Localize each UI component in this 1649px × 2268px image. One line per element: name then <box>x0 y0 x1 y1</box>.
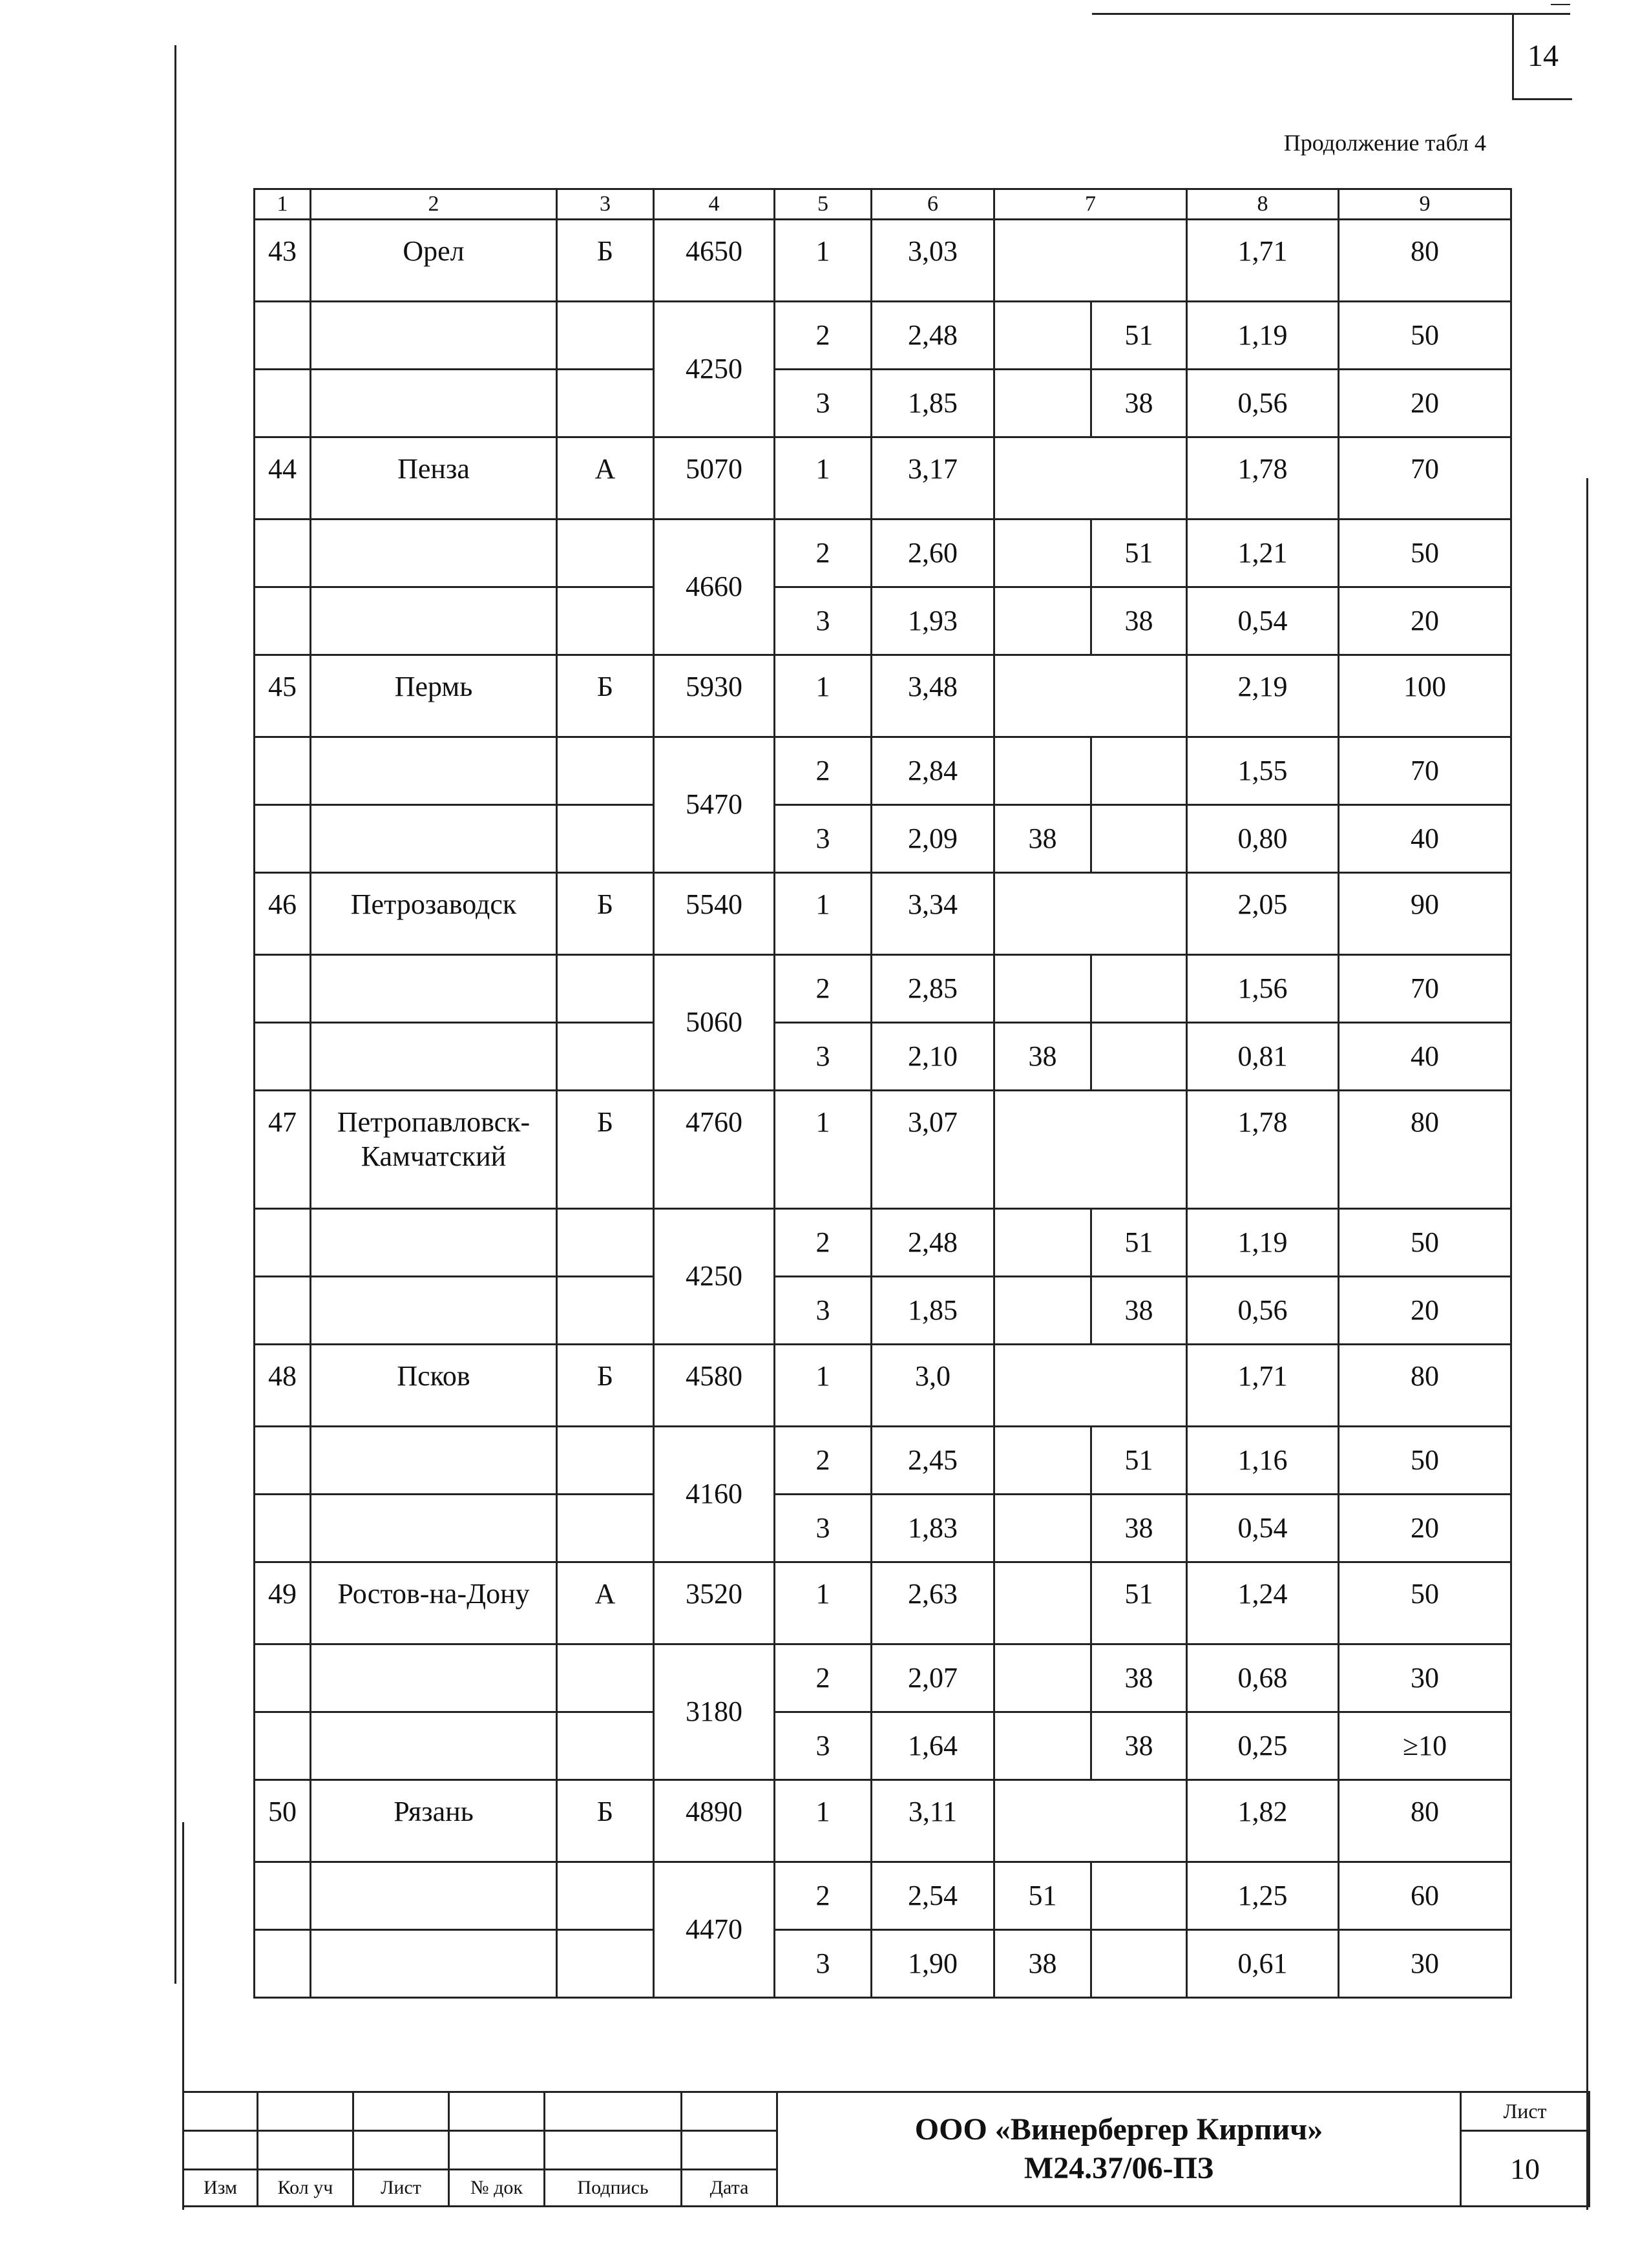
col7b-cell: 38 <box>1091 1495 1187 1562</box>
zone-cell <box>557 1427 654 1495</box>
zone-cell <box>557 520 654 587</box>
header-cell: 1 <box>255 189 311 220</box>
page-number <box>1512 13 1572 100</box>
table-row <box>255 805 1511 873</box>
zone-cell <box>557 955 654 1023</box>
row-number-cell <box>255 1712 311 1780</box>
label-date: Дата <box>682 2170 777 2207</box>
continuation-label: Продолжение табл 4 <box>1283 130 1486 156</box>
row-number-cell: 48 <box>255 1345 311 1427</box>
thickness-cell: 20 <box>1339 370 1511 437</box>
zone-cell <box>557 1930 654 1998</box>
city-cell: Рязань <box>311 1780 557 1862</box>
variant-cell: 2 <box>775 955 872 1023</box>
col7b-cell: 38 <box>1091 1712 1187 1780</box>
thickness-cell: 100 <box>1339 655 1511 737</box>
thickness-cell: ≥10 <box>1339 1712 1511 1780</box>
resistance-cell: 0,56 <box>1187 1277 1339 1345</box>
zone-cell <box>557 1277 654 1345</box>
frame-top-line <box>1092 13 1570 15</box>
col7a-cell <box>994 1562 1091 1644</box>
thickness-cell: 50 <box>1339 520 1511 587</box>
coefficient-cell: 3,34 <box>872 873 994 955</box>
city-cell <box>311 1427 557 1495</box>
city-cell <box>311 370 557 437</box>
thickness-cell: 90 <box>1339 873 1511 955</box>
value-4-cell: 4890 <box>654 1780 775 1862</box>
city-cell <box>311 587 557 655</box>
resistance-cell: 1,56 <box>1187 955 1339 1023</box>
col7b-cell: 51 <box>1091 302 1187 370</box>
frame-right-line <box>1586 478 1588 2210</box>
city-cell <box>311 1023 557 1091</box>
city-cell: Пенза <box>311 437 557 520</box>
col7b-cell: 38 <box>1091 1277 1187 1345</box>
col7a-cell <box>994 1495 1091 1562</box>
zone-cell <box>557 370 654 437</box>
title-block <box>182 2091 1590 2207</box>
coefficient-cell: 2,48 <box>872 1209 994 1277</box>
col7b-cell <box>1091 1862 1187 1930</box>
thickness-cell: 20 <box>1339 1277 1511 1345</box>
table-row <box>255 1644 1511 1712</box>
row-number-cell: 50 <box>255 1780 311 1862</box>
row-number-cell <box>255 1862 311 1930</box>
coefficient-cell: 2,54 <box>872 1862 994 1930</box>
thickness-cell: 50 <box>1339 1427 1511 1495</box>
variant-cell: 1 <box>775 220 872 302</box>
sheet-number: 10 <box>1461 2131 1590 2207</box>
city-cell <box>311 1644 557 1712</box>
label-kol-uch: Кол уч <box>258 2170 353 2207</box>
col7a-cell <box>994 587 1091 655</box>
table-row <box>255 1427 1511 1495</box>
table-row <box>255 370 1511 437</box>
value-4-cell: 5070 <box>654 437 775 520</box>
table-row <box>255 737 1511 805</box>
col7a-cell: 38 <box>994 1930 1091 1998</box>
table-row <box>255 1209 1511 1277</box>
table-row <box>255 1930 1511 1998</box>
zone-cell <box>557 302 654 370</box>
resistance-cell: 0,56 <box>1187 370 1339 437</box>
row-number-cell <box>255 1930 311 1998</box>
row-number-cell: 45 <box>255 655 311 737</box>
row-number-cell <box>255 955 311 1023</box>
resistance-cell: 0,25 <box>1187 1712 1339 1780</box>
resistance-cell: 1,71 <box>1187 1345 1339 1427</box>
city-cell <box>311 302 557 370</box>
col7a-cell <box>994 1644 1091 1712</box>
variant-cell: 3 <box>775 587 872 655</box>
col7a-cell <box>994 370 1091 437</box>
resistance-cell: 1,16 <box>1187 1427 1339 1495</box>
row-number-cell <box>255 805 311 873</box>
variant-cell: 3 <box>775 1930 872 1998</box>
value-4-cell: 4660 <box>654 520 775 655</box>
variant-cell: 2 <box>775 1862 872 1930</box>
variant-cell: 3 <box>775 1712 872 1780</box>
thickness-cell: 50 <box>1339 1209 1511 1277</box>
resistance-cell: 0,61 <box>1187 1930 1339 1998</box>
thickness-cell: 40 <box>1339 805 1511 873</box>
value-4-cell: 5930 <box>654 655 775 737</box>
zone-cell: Б <box>557 1345 654 1427</box>
zone-cell: Б <box>557 873 654 955</box>
value-4-cell: 5470 <box>654 737 775 873</box>
city-cell: Петрозаводск <box>311 873 557 955</box>
resistance-cell: 1,24 <box>1187 1562 1339 1644</box>
table-row <box>255 587 1511 655</box>
thickness-cell: 20 <box>1339 587 1511 655</box>
resistance-cell: 0,80 <box>1187 805 1339 873</box>
value-4-cell: 4250 <box>654 1209 775 1345</box>
label-doc-number: № док <box>449 2170 545 2207</box>
row-number-cell <box>255 1495 311 1562</box>
table-row <box>255 1023 1511 1091</box>
variant-cell: 3 <box>775 1495 872 1562</box>
thickness-cell: 70 <box>1339 437 1511 520</box>
data-table <box>253 188 1512 1999</box>
resistance-cell: 1,25 <box>1187 1862 1339 1930</box>
resistance-cell: 1,82 <box>1187 1780 1339 1862</box>
city-cell: Псков <box>311 1345 557 1427</box>
thickness-cell: 40 <box>1339 1023 1511 1091</box>
col7a-cell <box>994 737 1091 805</box>
col7a-cell <box>994 1712 1091 1780</box>
variant-cell: 3 <box>775 805 872 873</box>
variant-cell: 3 <box>775 1277 872 1345</box>
table-row <box>255 955 1511 1023</box>
zone-cell <box>557 737 654 805</box>
resistance-cell: 2,19 <box>1187 655 1339 737</box>
organization-cell <box>777 2092 1461 2207</box>
table-row <box>255 1091 1511 1209</box>
zone-cell <box>557 1712 654 1780</box>
value-4-cell: 4250 <box>654 302 775 437</box>
coefficient-cell: 3,48 <box>872 655 994 737</box>
zone-cell <box>557 1495 654 1562</box>
resistance-cell: 0,68 <box>1187 1644 1339 1712</box>
variant-cell: 1 <box>775 873 872 955</box>
row-number-cell <box>255 737 311 805</box>
table-row <box>255 1712 1511 1780</box>
table-row <box>255 1562 1511 1644</box>
city-cell <box>311 805 557 873</box>
variant-cell: 1 <box>775 1345 872 1427</box>
zone-cell: Б <box>557 220 654 302</box>
coefficient-cell: 2,84 <box>872 737 994 805</box>
thickness-cell: 80 <box>1339 220 1511 302</box>
col7-cell <box>994 1091 1187 1209</box>
value-4-cell: 4650 <box>654 220 775 302</box>
col7b-cell <box>1091 737 1187 805</box>
resistance-cell: 1,71 <box>1187 220 1339 302</box>
col7a-cell: 51 <box>994 1862 1091 1930</box>
city-cell <box>311 1209 557 1277</box>
header-cell: 5 <box>775 189 872 220</box>
col7-cell <box>994 1345 1187 1427</box>
col7b-cell: 51 <box>1091 520 1187 587</box>
col7-cell <box>994 1780 1187 1862</box>
coefficient-cell: 2,60 <box>872 520 994 587</box>
zone-cell: А <box>557 1562 654 1644</box>
sheet-label: Лист <box>1461 2092 1590 2131</box>
row-number-cell <box>255 302 311 370</box>
col7b-cell: 38 <box>1091 370 1187 437</box>
header-cell: 9 <box>1339 189 1511 220</box>
table-row <box>255 1862 1511 1930</box>
label-list: Лист <box>353 2170 449 2207</box>
table-row <box>255 1277 1511 1345</box>
col7b-cell: 51 <box>1091 1209 1187 1277</box>
city-cell <box>311 1712 557 1780</box>
city-cell <box>311 520 557 587</box>
thickness-cell: 70 <box>1339 737 1511 805</box>
col7b-cell <box>1091 955 1187 1023</box>
header-cell: 3 <box>557 189 654 220</box>
variant-cell: 2 <box>775 1209 872 1277</box>
resistance-cell: 0,54 <box>1187 1495 1339 1562</box>
coefficient-cell: 3,07 <box>872 1091 994 1209</box>
resistance-cell: 1,19 <box>1187 302 1339 370</box>
col7b-cell: 38 <box>1091 1644 1187 1712</box>
coefficient-cell: 2,09 <box>872 805 994 873</box>
variant-cell: 2 <box>775 520 872 587</box>
coefficient-cell: 1,93 <box>872 587 994 655</box>
coefficient-cell: 2,63 <box>872 1562 994 1644</box>
city-cell <box>311 955 557 1023</box>
table-row <box>255 220 1511 302</box>
coefficient-cell: 1,85 <box>872 370 994 437</box>
zone-cell: Б <box>557 1780 654 1862</box>
col7a-cell <box>994 1209 1091 1277</box>
col7a-cell <box>994 520 1091 587</box>
city-cell: Орел <box>311 220 557 302</box>
page-number-text: 14 <box>1528 38 1559 73</box>
zone-cell <box>557 805 654 873</box>
header-cell: 2 <box>311 189 557 220</box>
resistance-cell: 1,78 <box>1187 1091 1339 1209</box>
thickness-cell: 60 <box>1339 1862 1511 1930</box>
label-izm: Изм <box>184 2170 258 2207</box>
thickness-cell: 50 <box>1339 1562 1511 1644</box>
table-row <box>255 302 1511 370</box>
table-row <box>255 520 1511 587</box>
coefficient-cell: 3,0 <box>872 1345 994 1427</box>
variant-cell: 3 <box>775 370 872 437</box>
resistance-cell: 0,54 <box>1187 587 1339 655</box>
col7b-cell <box>1091 805 1187 873</box>
value-4-cell: 4580 <box>654 1345 775 1427</box>
city-cell: Ростов-на-Дону <box>311 1562 557 1644</box>
value-4-cell: 4760 <box>654 1091 775 1209</box>
variant-cell: 1 <box>775 437 872 520</box>
variant-cell: 3 <box>775 1023 872 1091</box>
col7a-cell <box>994 1277 1091 1345</box>
city-cell: Пермь <box>311 655 557 737</box>
resistance-cell: 1,21 <box>1187 520 1339 587</box>
thickness-cell: 80 <box>1339 1091 1511 1209</box>
header-cell: 4 <box>654 189 775 220</box>
col7b-cell <box>1091 1023 1187 1091</box>
city-cell <box>311 1277 557 1345</box>
col7b-cell <box>1091 1930 1187 1998</box>
coefficient-cell: 1,85 <box>872 1277 994 1345</box>
row-number-cell <box>255 1427 311 1495</box>
row-number-cell: 43 <box>255 220 311 302</box>
frame-top-mark <box>1551 4 1570 5</box>
resistance-cell: 1,78 <box>1187 437 1339 520</box>
city-cell <box>311 1930 557 1998</box>
resistance-cell: 1,55 <box>1187 737 1339 805</box>
thickness-cell: 30 <box>1339 1644 1511 1712</box>
zone-cell: Б <box>557 655 654 737</box>
value-4-cell: 5540 <box>654 873 775 955</box>
table-header-row <box>255 189 1511 220</box>
value-4-cell: 5060 <box>654 955 775 1091</box>
col7a-cell <box>994 302 1091 370</box>
zone-cell: Б <box>557 1091 654 1209</box>
zone-cell <box>557 587 654 655</box>
row-number-cell: 49 <box>255 1562 311 1644</box>
row-number-cell <box>255 370 311 437</box>
col7-cell <box>994 437 1187 520</box>
coefficient-cell: 2,48 <box>872 302 994 370</box>
document-code: М24.37/06-ПЗ <box>1024 2151 1214 2185</box>
variant-cell: 1 <box>775 1780 872 1862</box>
coefficient-cell: 2,10 <box>872 1023 994 1091</box>
coefficient-cell: 1,90 <box>872 1930 994 1998</box>
row-number-cell <box>255 1023 311 1091</box>
coefficient-cell: 3,11 <box>872 1780 994 1862</box>
value-4-cell: 4160 <box>654 1427 775 1562</box>
thickness-cell: 50 <box>1339 302 1511 370</box>
row-number-cell: 47 <box>255 1091 311 1209</box>
row-number-cell <box>255 1644 311 1712</box>
table-row <box>255 1495 1511 1562</box>
city-cell <box>311 1862 557 1930</box>
coefficient-cell: 1,64 <box>872 1712 994 1780</box>
thickness-cell: 70 <box>1339 955 1511 1023</box>
col7b-cell: 38 <box>1091 587 1187 655</box>
header-cell: 6 <box>872 189 994 220</box>
col7a-cell: 38 <box>994 805 1091 873</box>
coefficient-cell: 2,45 <box>872 1427 994 1495</box>
thickness-cell: 80 <box>1339 1345 1511 1427</box>
value-4-cell: 3180 <box>654 1644 775 1780</box>
header-cell: 7 <box>994 189 1187 220</box>
col7a-cell <box>994 955 1091 1023</box>
variant-cell: 2 <box>775 737 872 805</box>
thickness-cell: 20 <box>1339 1495 1511 1562</box>
variant-cell: 2 <box>775 1644 872 1712</box>
table-row <box>255 1780 1511 1862</box>
coefficient-cell: 1,83 <box>872 1495 994 1562</box>
row-number-cell: 46 <box>255 873 311 955</box>
col7-cell <box>994 655 1187 737</box>
coefficient-cell: 2,85 <box>872 955 994 1023</box>
zone-cell <box>557 1862 654 1930</box>
col7-cell <box>994 873 1187 955</box>
col7a-cell: 38 <box>994 1023 1091 1091</box>
zone-cell <box>557 1023 654 1091</box>
variant-cell: 1 <box>775 1091 872 1209</box>
frame-left-line <box>174 45 176 1984</box>
city-cell: Петропавловск- Камчатский <box>311 1091 557 1209</box>
resistance-cell: 2,05 <box>1187 873 1339 955</box>
value-4-cell: 4470 <box>654 1862 775 1998</box>
thickness-cell: 30 <box>1339 1930 1511 1998</box>
thickness-cell: 80 <box>1339 1780 1511 1862</box>
variant-cell: 2 <box>775 302 872 370</box>
label-signature: Подпись <box>545 2170 682 2207</box>
col7a-cell <box>994 1427 1091 1495</box>
row-number-cell: 44 <box>255 437 311 520</box>
row-number-cell <box>255 587 311 655</box>
zone-cell <box>557 1644 654 1712</box>
coefficient-cell: 3,03 <box>872 220 994 302</box>
value-4-cell: 3520 <box>654 1562 775 1644</box>
row-number-cell <box>255 1209 311 1277</box>
city-cell <box>311 737 557 805</box>
row-number-cell <box>255 1277 311 1345</box>
coefficient-cell: 3,17 <box>872 437 994 520</box>
col7b-cell: 51 <box>1091 1427 1187 1495</box>
table-row <box>255 437 1511 520</box>
row-number-cell <box>255 520 311 587</box>
resistance-cell: 1,19 <box>1187 1209 1339 1277</box>
table-row <box>255 873 1511 955</box>
city-cell <box>311 1495 557 1562</box>
variant-cell: 1 <box>775 1562 872 1644</box>
resistance-cell: 0,81 <box>1187 1023 1339 1091</box>
table-row <box>255 655 1511 737</box>
zone-cell: А <box>557 437 654 520</box>
col7-cell <box>994 220 1187 302</box>
zone-cell <box>557 1209 654 1277</box>
variant-cell: 1 <box>775 655 872 737</box>
header-cell: 8 <box>1187 189 1339 220</box>
organization-name: ООО «Винербергер Кирпич» <box>914 2112 1323 2147</box>
table-row <box>255 1345 1511 1427</box>
col7b-cell: 51 <box>1091 1562 1187 1644</box>
coefficient-cell: 2,07 <box>872 1644 994 1712</box>
variant-cell: 2 <box>775 1427 872 1495</box>
